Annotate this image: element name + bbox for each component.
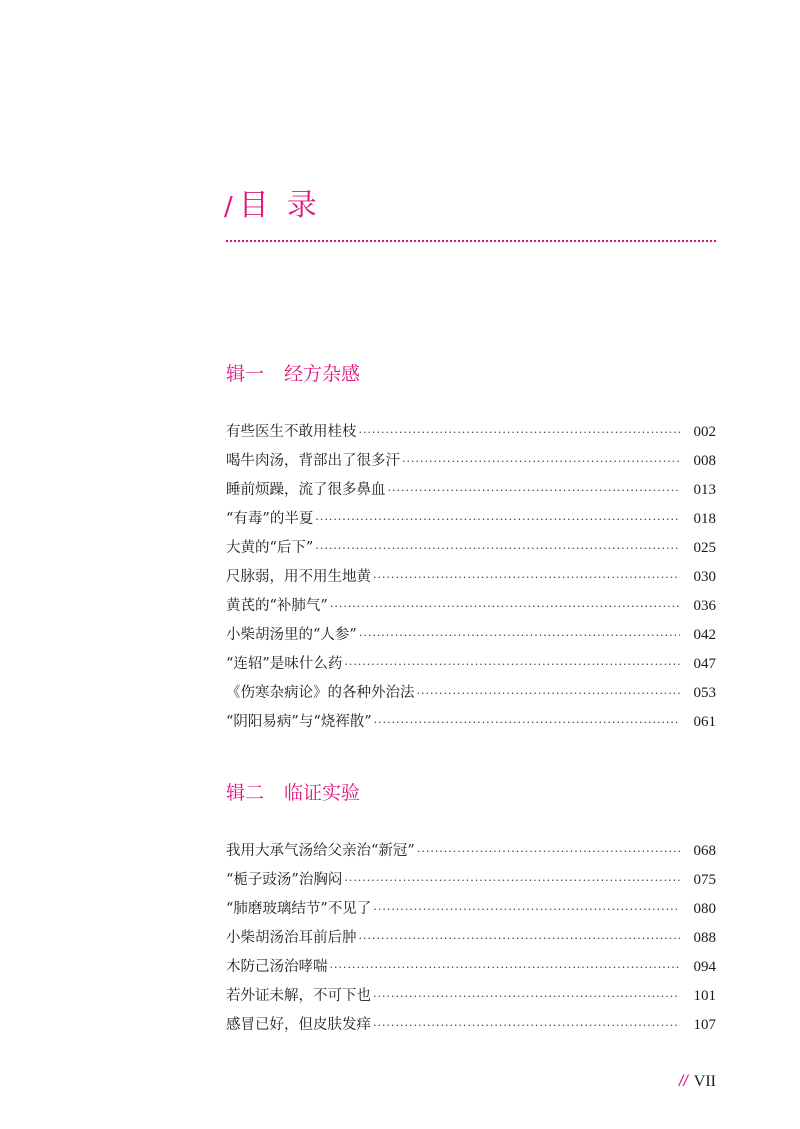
- toc-entry-title: 大黄的“后下”: [226, 540, 314, 556]
- section-title-2: [226, 778, 360, 805]
- toc-entry-page: 036: [693, 598, 716, 614]
- toc-entry[interactable]: [226, 621, 716, 650]
- toc-entry-title: “肺磨玻璃结节”不见了: [226, 901, 372, 917]
- toc-entry-page: 075: [693, 872, 716, 888]
- section-name: 临证实验: [284, 782, 361, 804]
- toc-entry[interactable]: [226, 1011, 716, 1040]
- toc-entry[interactable]: [226, 895, 716, 924]
- toc-entry-page: 107: [693, 1017, 716, 1033]
- dot-leader: [417, 679, 681, 708]
- toc-entry-page: 030: [693, 569, 716, 585]
- heading-dotted-rule: [226, 240, 716, 242]
- dot-leader: [359, 418, 681, 447]
- page-number: VII: [693, 1073, 716, 1090]
- toc-entry-page: 061: [693, 714, 716, 730]
- dot-leader: [373, 1011, 680, 1040]
- toc-entry-title: 尺脉弱，用不用生地黄: [226, 569, 371, 585]
- toc-entry-title: 小柴胡汤里的“人参”: [226, 627, 357, 643]
- toc-entry-title: 黄芪的“补肺气”: [226, 598, 328, 614]
- toc-entry-title: 我用大承气汤给父亲治“新冠”: [226, 843, 415, 859]
- toc-entry-title: 感冒已好，但皮肤发痒: [226, 1017, 371, 1033]
- toc-entry-page: 101: [693, 988, 716, 1004]
- toc-list-section-1: [226, 418, 716, 737]
- page-folio: [679, 1073, 716, 1091]
- toc-entry-title: 喝牛肉汤，背部出了很多汗: [226, 453, 400, 469]
- dot-leader: [344, 866, 680, 895]
- toc-entry-title: 有些医生不敢用桂枝: [226, 424, 357, 440]
- toc-entry-page: 018: [693, 511, 716, 527]
- dot-leader: [315, 534, 680, 563]
- toc-entry[interactable]: [226, 924, 716, 953]
- toc-entry[interactable]: [226, 447, 716, 476]
- dot-leader: [315, 505, 680, 534]
- toc-entry[interactable]: [226, 505, 716, 534]
- section-title-1: [226, 359, 360, 386]
- dot-leader: [373, 982, 680, 1011]
- toc-entry[interactable]: [226, 592, 716, 621]
- dot-leader: [402, 447, 680, 476]
- toc-entry[interactable]: [226, 418, 716, 447]
- toc-entry-title: “有毒”的半夏: [226, 511, 314, 527]
- dot-leader: [359, 621, 680, 650]
- section-number: 辑二: [226, 782, 265, 804]
- dot-leader: [330, 953, 681, 982]
- toc-entry[interactable]: [226, 679, 716, 708]
- toc-entry-page: 068: [693, 843, 716, 859]
- dot-leader: [359, 924, 681, 953]
- toc-entry[interactable]: [226, 534, 716, 563]
- dot-leader: [344, 650, 680, 679]
- toc-entry-page: 047: [693, 656, 716, 672]
- toc-entry[interactable]: [226, 837, 716, 866]
- heading-slash: /: [224, 192, 233, 222]
- dot-leader: [417, 837, 680, 866]
- folio-mark: //: [678, 1073, 688, 1090]
- toc-entry-title: 睡前烦躁，流了很多鼻血: [226, 482, 386, 498]
- toc-entry-title: 若外证未解，不可下也: [226, 988, 371, 1004]
- toc-entry-title: “栀子豉汤”治胸闷: [226, 872, 343, 888]
- toc-entry[interactable]: [226, 953, 716, 982]
- toc-entry[interactable]: [226, 708, 716, 737]
- toc-entry-page: 088: [693, 930, 716, 946]
- toc-entry[interactable]: [226, 982, 716, 1011]
- toc-entry-title: 《伤寒杂病论》的各种外治法: [226, 685, 415, 701]
- toc-entry[interactable]: [226, 866, 716, 895]
- dot-leader: [388, 476, 681, 505]
- toc-entry-page: 080: [693, 901, 716, 917]
- toc-entry-title: 木防己汤治哮喘: [226, 959, 328, 975]
- toc-entry-page: 008: [693, 453, 716, 469]
- toc-heading: [224, 180, 335, 224]
- toc-entry-title: “连轺”是味什么药: [226, 656, 343, 672]
- toc-entry-page: 013: [693, 482, 716, 498]
- toc-entry-page: 002: [693, 424, 716, 440]
- toc-entry-page: 094: [693, 959, 716, 975]
- dot-leader: [373, 563, 680, 592]
- toc-entry-page: 025: [693, 540, 716, 556]
- toc-entry[interactable]: [226, 476, 716, 505]
- dot-leader: [330, 592, 680, 621]
- toc-entry-title: “阴阳易病”与“烧裈散”: [226, 714, 372, 730]
- section-name: 经方杂感: [284, 363, 361, 385]
- toc-entry-title: 小柴胡汤治耳前后肿: [226, 930, 357, 946]
- toc-entry-page: 042: [693, 627, 716, 643]
- toc-list-section-2: [226, 837, 716, 1040]
- dot-leader: [373, 895, 680, 924]
- toc-entry[interactable]: [226, 563, 716, 592]
- page-title: 目录: [238, 188, 335, 223]
- dot-leader: [374, 708, 680, 737]
- toc-entry[interactable]: [226, 650, 716, 679]
- toc-entry-page: 053: [693, 685, 716, 701]
- section-number: 辑一: [226, 363, 265, 385]
